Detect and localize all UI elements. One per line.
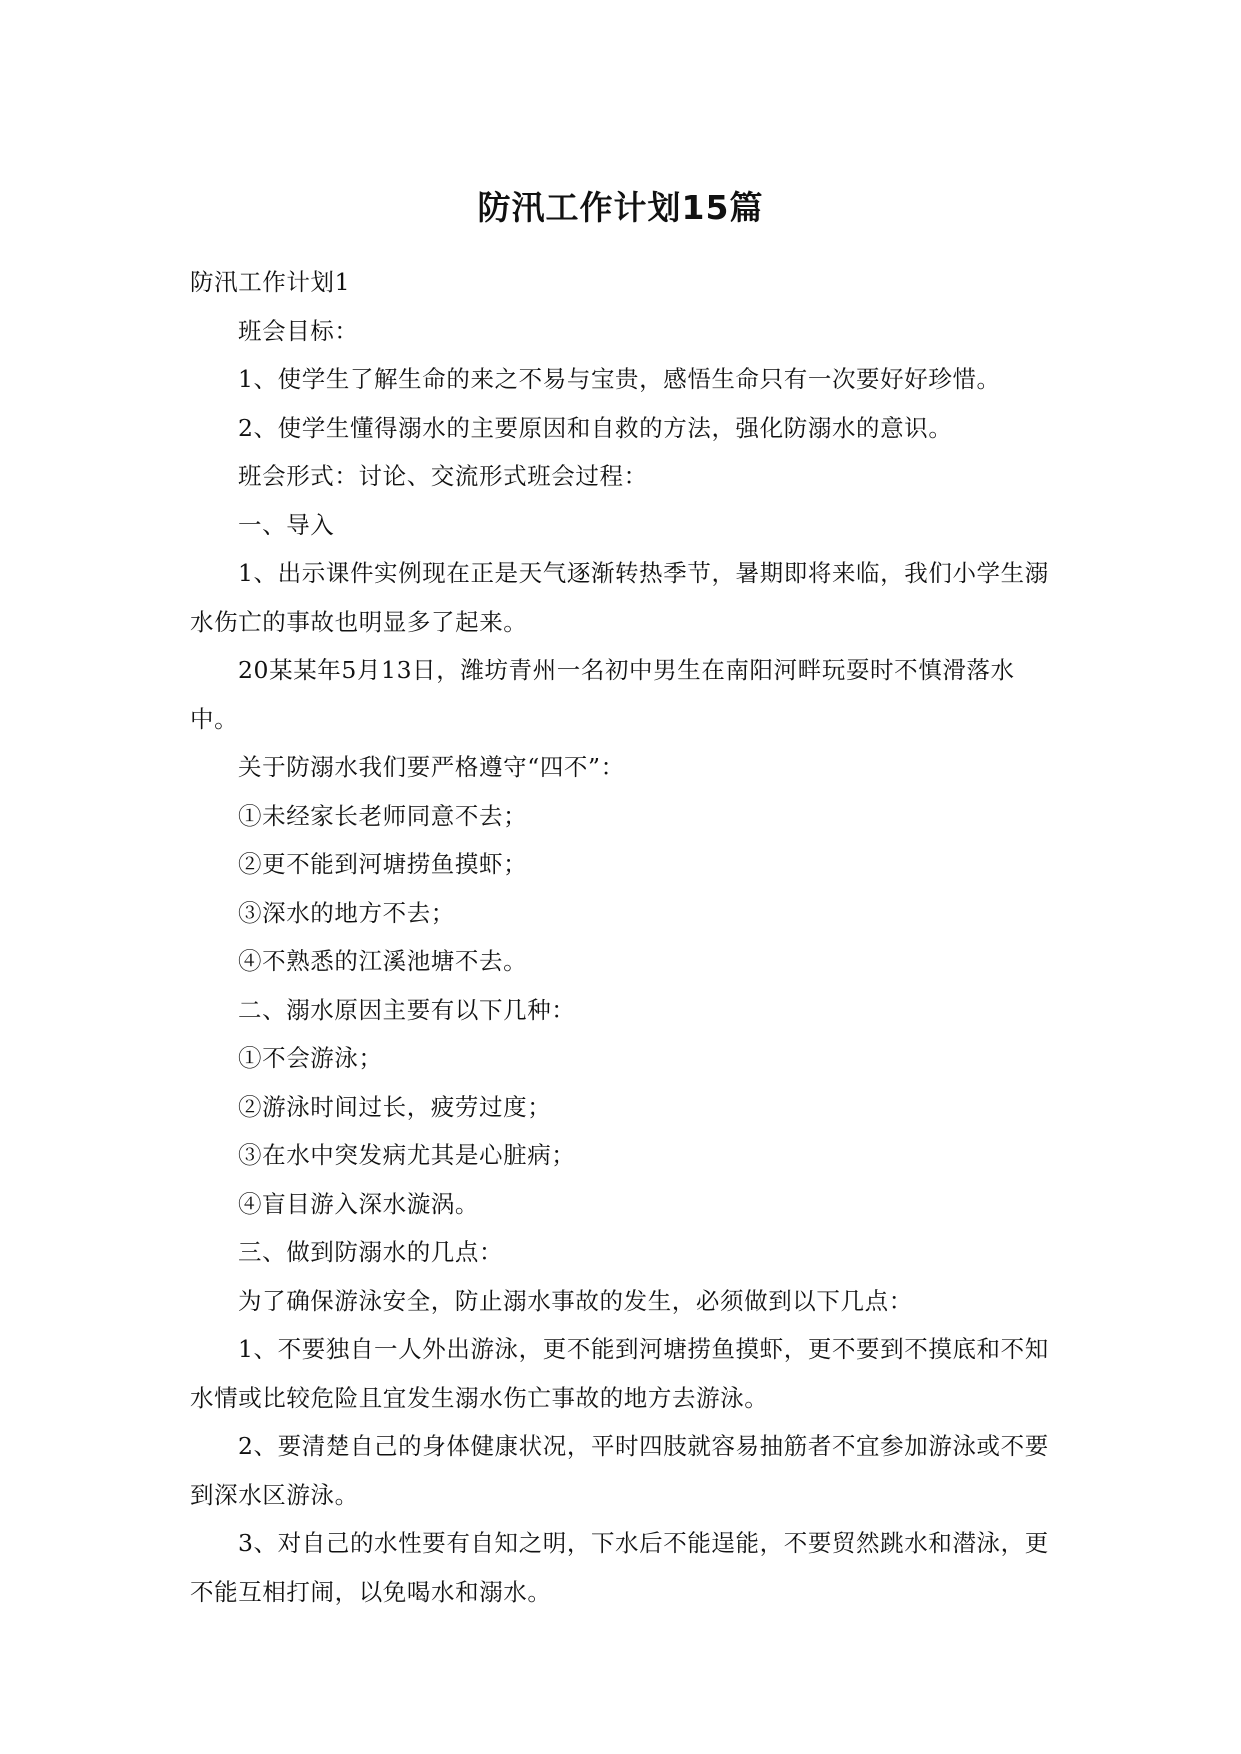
paragraph: 一、导入: [238, 510, 335, 539]
paragraph: 三、做到防溺水的几点：: [238, 1238, 504, 1266]
paragraph: 1、出示课件实例现在正是天气逐渐转热季节，暑期即将来临，我们小学生溺水伤亡的事故也明显多了起来。: [190, 559, 1049, 636]
paragraph: 20某某年5月13日，潍坊青州一名初中男生在南阳河畔玩耍时不慎滑落水中。: [190, 656, 1015, 733]
paragraph: 班会形式：讨论、交流形式班会过程：: [238, 462, 648, 490]
paragraph: 2、使学生懂得溺水的主要原因和自救的方法，强化防溺水的意识。: [238, 413, 953, 442]
list-item: ②游泳时间过长，疲劳过度；: [238, 1092, 552, 1121]
paragraph: 2、要清楚自己的身体健康状况，平时四肢就容易抽筋者不宜参加游泳或不要到深水区游泳。: [190, 1432, 1049, 1509]
list-item: ④不熟悉的江溪池塘不去。: [238, 947, 528, 975]
section-heading: 防汛工作计划1: [190, 268, 351, 296]
list-item: ①未经家长老师同意不去；: [238, 801, 528, 830]
paragraph: 为了确保游泳安全，防止溺水事故的发生，必须做到以下几点：: [238, 1286, 913, 1315]
list-item: ③在水中突发病尤其是心脏病；: [238, 1141, 576, 1169]
list-item: ②更不能到河塘捞鱼摸虾；: [238, 850, 528, 878]
paragraph: 1、使学生了解生命的来之不易与宝贵，感悟生命只有一次要好好珍惜。: [238, 365, 1001, 393]
paragraph: 班会目标：: [238, 316, 359, 345]
list-item: ③深水的地方不去；: [238, 898, 455, 927]
paragraph: 3、对自己的水性要有自知之明，下水后不能逞能，不要贸然跳水和潜泳，更不能互相打闹，以免喝水和溺水。: [190, 1529, 1049, 1606]
document-body: [190, 258, 1058, 1616]
list-item: ①不会游泳；: [238, 1044, 383, 1072]
document-title: 防汛工作计划15篇: [477, 188, 764, 227]
list-item: ④盲目游入深水漩涡。: [238, 1189, 479, 1218]
paragraph: 1、不要独自一人外出游泳，更不能到河塘捞鱼摸虾，更不要到不摸底和不知水情或比较危险且宜发生溺水伤亡事故的地方去游泳。: [190, 1335, 1049, 1412]
paragraph: 关于防溺水我们要严格遵守“四不”：: [238, 753, 625, 781]
paragraph: 二、溺水原因主要有以下几种：: [238, 995, 576, 1024]
